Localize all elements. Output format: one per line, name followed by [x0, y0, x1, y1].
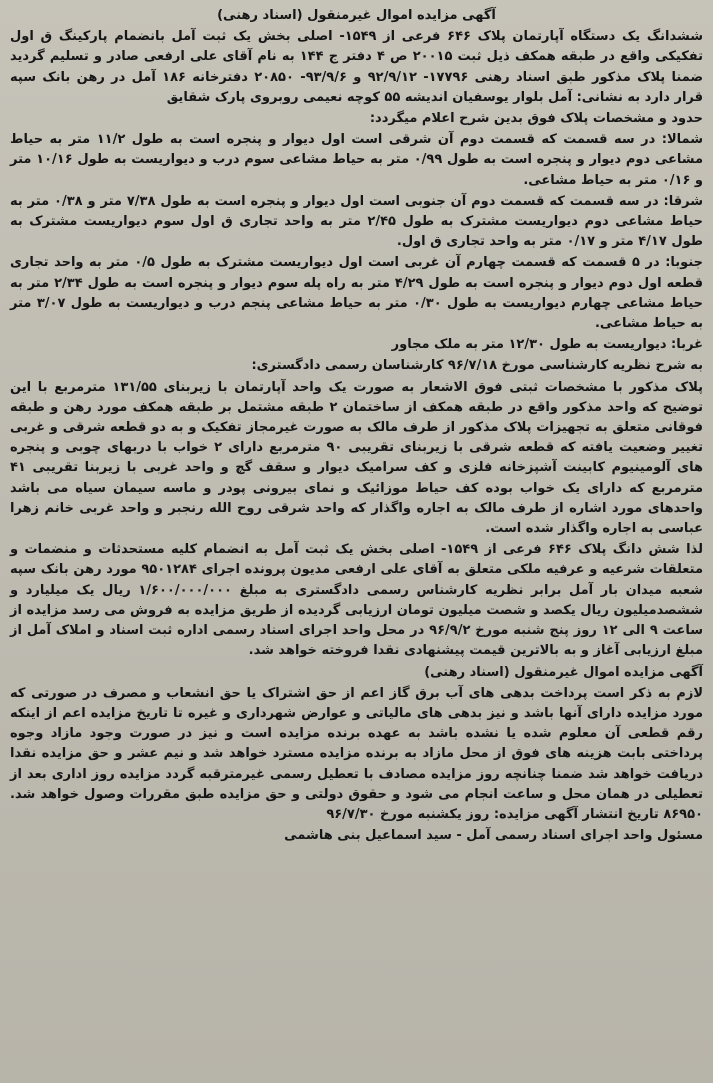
boundaries-heading: حدود و مشخصات پلاک فوق بدین شرح اعلام میگردد: [369, 111, 703, 127]
notice-title: آگهی مزایده اموال غیرمنقول (اسناد رهنی) [217, 8, 496, 23]
second-notice-title: آگهی مزایده اموال غیرمنقول (اسناد رهنی) [424, 664, 703, 680]
sale-terms: لذا شش دانگ پلاک ۶۴۶ فرعی از ۱۵۴۹- اصلی بخش یک ثبت آمل به انضمام کلیه مستحدثات و منضمات و متعلقات شرعیه و عرفیه ملکی متعلق به آقای علی ارفعی مدیون پرونده اجرای ۹۵۰۱۲۸۴ مورد رهن بانک سپه شعبه میدان بار آمل برابر نظریه کارشناس رسمی دادگستری به مبلغ ۱/۶۰۰/۰۰۰/۰۰۰ ریال یک میلیارد و ششصدمیلیون ریال یکصد و شصت میلیون تومان ارزیابی گردیده از طریق مزایده به فروش می رسد مزایده از ساعت ۹ الی ۱۲ روز پنج شنبه مورخ ۹۶/۹/۲ در محل واحد اجرای اسناد رسمی اداره ثبت اسناد و املاک آمل از مبلغ ارزیابی آغاز و به بالاترین قیمت پیشنهادی نقدا فروخته خواهد شد. [10, 542, 703, 659]
west-boundary: غربا: دیواریست به طول ۱۲/۳۰ متر به ملک مجاور [391, 337, 703, 353]
south-boundary: جنوبا: در ۵ قسمت که قسمت چهارم آن غربی است اول دیواریست مشترک به طول ۰/۵ متر به واحد تجاری قطعه اول دوم دیوار و پنجره است به طول ۴/۲۹ متر به راه پله سوم دیوار و پنجره است به طول ۲/۳۴ متر به حیاط مشاعی چهارم دیواریست به طول ۰/۳۰ متر به حیاط مشاعی پنجم درب و دیواریست به طول ۳/۰۷ متر به حیاط مشاعی. [10, 255, 703, 332]
east-boundary: شرقا: در سه قسمت که قسمت دوم آن جنوبی است اول دیوار و پنجره است به طول ۷/۳۸ متر و ۰/۳۸ متر به حیاط مشاعی دوم دیواریست مشترک به طول ۲/۴۵ متر به واحد تجاری ق اول سوم دیواریست مشترک به طول ۴/۱۷ متر و ۰/۱۷ متر به واحد تجاری ق اول. [10, 193, 703, 250]
expert-description: پلاک مذکور با مشخصات ثبتی فوق الاشعار به صورت یک واحد آپارتمان با زیربنای ۱۳۱/۵۵ مترمربع با این توضیح که واحد مذکور واقع در طبقه همکف از ساختمان ۲ طبقه مشتمل بر طبقه همکف مورد رهن و طبقه فوقانی متعلق به تجهیزات پلاک مذکور از طرف مالک به صورت غیرمجاز تفکیک و به دو قطعه شرقی و غربی تغییر وضعیت یافته که قطعه شرقی با زیربنای تقریبی ۹۰ مترمربع دارای ۲ خواب با دربهای چوبی و پنجره های آلومینیوم کابینت آشپزخانه فلزی و کف سرامیک دیوار و سقف گچ و واحد غربی با زیربنا تقریبی ۴۱ مترمربع که دارای یک خواب بوده کف حیاط موزائیک و نمای بیرونی پودر و ماسه سیمان سیاه می باشد واحدهای مورد اشاره از طرف مالک به اجاره واگذار که واحد شرقی روح الله رنجبر و واحد غربی خانم زهرا عباسی به اجاره واگذار شده است. [10, 379, 703, 537]
official-signature: مسئول واحد اجرای اسناد رسمی آمل - سید اسماعیل بنی هاشمی [284, 828, 703, 844]
north-boundary: شمالا: در سه قسمت که قسمت دوم آن شرقی است اول دیوار و پنجره است به طول ۱۱/۲ متر به حیاط مشاعی دوم دیوار و پنجره است به طول ۰/۹۹ متر به حیاط مشاعی سوم درب و دیواریست به طول ۱۰/۱۶ متر و ۰/۱۶ متر به حیاط مشاعی. [10, 132, 704, 188]
expert-heading: به شرح نظریه کارشناسی مورخ ۹۶/۷/۱۸ کارشناسان رسمی دادگستری: [251, 358, 703, 374]
property-intro: ششدانگ یک دستگاه آپارتمان پلاک ۶۴۶ فرعی از ۱۵۴۹- اصلی بخش یک ثبت آمل بانضمام پارکینگ ق اول تفکیکی واقع در طبقه همکف ذیل ثبت ۲۰۰۱۵ ص ۴ دفتر ج ۱۴۴ به نام آقای علی ارفعی صادر و تسلیم گردید ضمنا پلاک مذکور طبق اسناد رهنی ۱۷۷۹۶- ۹۲/۹/۱۲ و ۹۳/۹/۶- ۲۰۸۵۰ دفترخانه ۱۸۶ آمل در رهن بانک سپه قرار دارد به نشانی: آمل بلوار یوسفیان اندیشه ۵۵ کوچه نعیمی روبروی پارک شقایق [10, 29, 704, 105]
auction-conditions: لازم به ذکر است پرداخت بدهی های آب برق گاز اعم از حق اشتراک یا حق انشعاب و مصرف در صورتی که مورد مزایده دارای آنها باشد و نیز بدهی های مالیاتی و عوارض شهرداری و غیره تا تاریخ مزایده اعم از اینکه رقم قطعی آن معلوم شده یا نشده باشد به عهده برنده مزایده است و نیز در صورت وجود مازاد وجوه پرداختی بابت هزینه های فوق از محل مازاد به برنده مزایده مسترد خواهد شد و نیم عشر و حق مزایده نقدا دریافت خواهد شد ضمنا چنانچه روز مزایده مصادف با تعطیل رسمی غیرمترقبه گردد مزایده روز اداری بعد از تعطیلی در همان محل و ساعت انجام می شود و حقوق دولتی و حق مزایده طبق مقررات وصول خواهد شد. ۸۶۹۵۰ تاریخ انتشار آگهی مزایده: روز یکشنبه مورخ ۹۶/۷/۳۰ [10, 685, 703, 822]
